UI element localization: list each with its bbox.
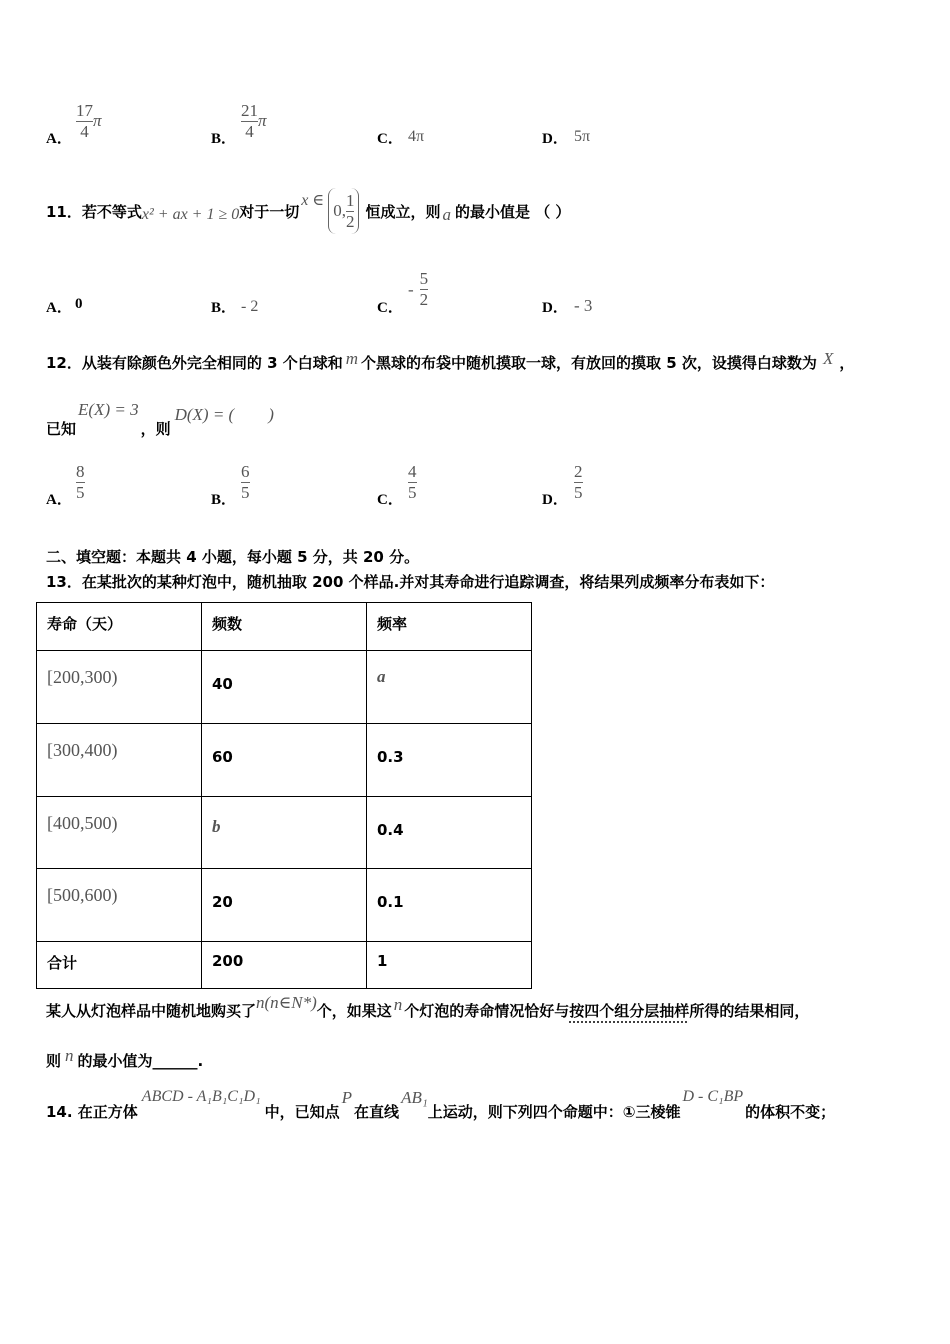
table-cell-interval [37,797,202,869]
q10-option-c-value: 4π [408,128,425,145]
q11-option-d-value: - 3 [574,296,593,315]
table-cell-interval [37,651,202,724]
q10-option-a-den: 4 [80,122,89,141]
interval-value: [500,600) [47,885,118,905]
table-cell-freq [367,651,532,724]
q12-option-b-label: B． [211,492,237,508]
q12-ex: E(X) = 3 [78,400,139,419]
q13-after-c: 个灯泡的寿命情况恰好与 [404,1001,570,1020]
table-cell-freq: 0.3 [367,724,532,797]
q12-X: X [822,348,834,368]
table-cell-total-count: 200 [202,942,367,989]
table-row [37,869,532,942]
interval-value: [200,300) [47,667,118,687]
q11-mid: 对于一切 [239,202,300,221]
q10-option-d-label: D． [542,131,568,147]
q12-option-a-den: 5 [76,483,85,502]
q12-option-b-den: 5 [241,483,250,502]
q13-after-table [46,990,809,1030]
q12-line1 [46,348,855,373]
q12-line1-c: ， [839,354,855,372]
table-row [37,651,532,724]
table-cell-total-freq: 1 [367,942,532,989]
q11-domain-den: 2 [345,211,355,231]
q12-option-d-num: 2 [574,462,583,481]
q11-option-c-label: C． [377,300,403,316]
q11-option-a-value: 0 [75,296,83,312]
q10-option-b-num: 21 [241,101,258,120]
q11-prefix: 11．若不等式 [46,202,142,221]
q13-n: n [393,995,403,1014]
q12-option-c-den: 5 [408,483,417,502]
table-row-total [37,942,532,989]
q11-domain-num: 1 [345,190,355,210]
q13-line2-n: n [65,1045,74,1065]
q12-option-c-label: C． [377,492,403,508]
q12-option-c-num: 4 [408,462,417,481]
q11-stem [46,186,570,236]
q12-dx: D(X) = ( ) [174,405,274,424]
q14-e: 的体积不变； [745,1103,836,1121]
q11-option-c-value [408,269,428,310]
q10-option-c-label: C． [377,131,403,147]
q12-option-c-value [408,462,417,503]
frequency-table [36,602,532,989]
q12-option-b-value [241,462,250,503]
table-row [37,797,532,869]
q11-domain-interval [328,188,359,234]
q12-m: m [345,348,359,368]
section-heading-fill-in: 二、填空题：本题共 4 小题，每小题 5 分，共 20 分。 [46,548,420,566]
q13-n-expr: n(n∈N*) [256,993,317,1012]
q13-after-d: 所得的结果相同， [689,1001,810,1020]
interval-value: [300,400) [47,740,118,760]
table-row [37,724,532,797]
table-cell-count: 60 [202,724,367,797]
q12-option-a-num: 8 [76,462,85,481]
table-cell-count: 40 [202,651,367,724]
q11-domain-lhs: x ∈ [301,192,325,209]
q10-option-a-label: A． [46,131,72,147]
q12-option-a-label: A． [46,492,72,508]
q11-option-c-num: 5 [419,269,429,288]
q11-option-b-label: B． [211,300,237,316]
q14-d: 上运动，则下列四个命题中：①三棱锥 [427,1103,681,1121]
q11-option-d-label: D． [542,300,568,316]
count-var-b: b [212,817,221,836]
q13-after-a: 某人从灯泡样品中随机地购买了 [46,1001,257,1020]
q14-b: 中，已知点 [264,1103,340,1121]
table-header-cell: 频率 [367,603,532,651]
q10-option-d-value: 5π [574,128,591,145]
q12-option-d-den: 5 [574,483,583,502]
q12-option-b-num: 6 [241,462,250,481]
q14-pyramid: D - C₁BP [682,1088,744,1105]
q12-line1-b: 个黑球的布袋中随机摸取一球，有放回的摸取 5 次，设摸得白球数为 [361,354,817,372]
q14-a: 14. 在正方体 [46,1103,138,1121]
table-header-row [37,603,532,651]
q10-option-b-label: B． [211,131,237,147]
q14-stem [46,1088,835,1122]
q11-option-c-den: 2 [419,290,429,309]
table-header-cell: 频数 [202,603,367,651]
freq-var-a: a [377,667,386,686]
q14-c: 在直线 [354,1103,400,1121]
q13-intro: 13．在某批次的某种灯泡中，随机抽取 200 个样品.并对其寿命进行追踪调查，将结果列成频率分布表如下： [46,573,775,591]
q12-line2-b: ，则 [140,420,171,438]
q12-option-d-value [574,462,583,503]
q13-line2-b: 的最小值为______. [77,1052,204,1070]
q12-line1-a: 12．从装有除颜色外完全相同的 3 个白球和 [46,354,343,372]
table-cell-interval [37,724,202,797]
q11-option-a-label: A． [46,300,72,316]
q11-mid2: 恒成立，则 [365,202,441,221]
table-cell-total-label: 合计 [37,942,202,989]
q11-var: a [442,205,451,224]
q10-option-b-pi: π [258,111,267,130]
table-header-cell: 寿命（天） [37,603,202,651]
table-cell-freq: 0.1 [367,869,532,942]
q13-line2 [46,1045,204,1071]
q10-option-b-den: 4 [245,122,254,141]
q10-option-a-pi: π [93,111,102,130]
table-cell-count: 20 [202,869,367,942]
q13-emphasis: 按四个组分层抽样 [569,1001,690,1020]
q10-option-a-num: 17 [76,101,93,120]
q12-line2-a: 已知 [46,420,77,438]
table-cell-freq: 0.4 [367,797,532,869]
q12-option-d-label: D． [542,492,568,508]
q11-domain-open: 0, [333,201,346,220]
q14-line: AB₁ [401,1088,428,1107]
q12-line2 [46,400,274,439]
q10-option-b-value [241,101,267,142]
q14-cube: ABCD - A₁B₁C₁D₁ [141,1088,261,1105]
q11-option-b-value: - 2 [241,298,259,315]
table-cell-count [202,797,367,869]
q11-suffix: 的最小值是 （ ） [454,202,571,221]
q14-P: P [341,1088,353,1107]
q11-inequality: x² + ax + 1 ≥ 0 [141,206,240,223]
q13-line2-a: 则 [46,1052,62,1070]
q12-option-a-value [76,462,85,503]
q13-after-b: 个，如果这 [316,1001,392,1020]
q11-option-c-sign: - [408,279,414,299]
table-cell-interval [37,869,202,942]
q10-option-a-value [76,101,102,142]
interval-value: [400,500) [47,813,118,833]
